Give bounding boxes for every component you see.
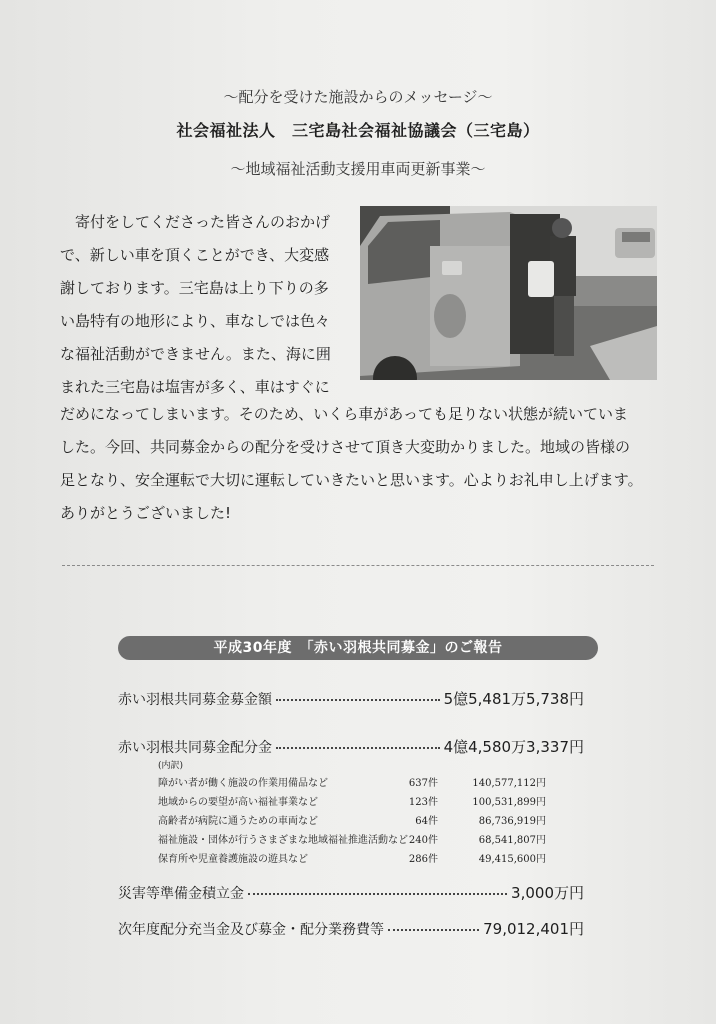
total-donation-label: 赤い羽根共同募金募金額 [118,692,272,708]
message-line: まれた三宅島は塩害が多く、車はすぐに [60,378,330,396]
total-donation-amount: 5億5,481万5,738円 [443,690,584,708]
breakdown-row [158,850,558,868]
total-donation-row [118,688,584,709]
breakdown-amount: 100,531,899円 [472,797,546,808]
breakdown-amount: 86,736,919円 [478,816,546,827]
message-section-subtitle: ～配分を受けた施設からのメッセージ～ [223,88,493,106]
leader-dots [248,893,507,895]
breakdown-count: 123件 [408,797,438,808]
breakdown-amount: 140,577,112円 [472,778,546,789]
report-banner: 平成30年度 「赤い羽根共同募金」のご報告 [118,636,598,660]
leader-dots [276,699,440,701]
breakdown-count: 240件 [408,835,438,846]
message-body-lower [60,398,660,530]
vehicle-photo [360,206,657,380]
message-line: い島特有の地形により、車なしでは色々 [60,312,331,330]
distribution-label: 赤い羽根共同募金配分金 [118,740,272,756]
organization-title: 社会福祉法人 三宅島社会福祉協議会（三宅島） [176,121,540,140]
message-line: で、新しい車を頂くことができ、大変感 [60,246,330,264]
message-line: 足となり、安全運転で大切に運転していきたいと思います。心よりお礼申し上げます。 [60,471,643,489]
project-subtitle: ～地域福祉活動支援用車両更新事業～ [230,160,486,178]
breakdown-heading: (内訳) [158,761,184,771]
disaster-reserve-label: 災害等準備金積立金 [118,886,244,902]
message-line: 寄付をしてくださった皆さんのおかげ [60,213,331,231]
breakdown-row [158,793,558,811]
breakdown-row [158,812,558,830]
message-line: な福祉活動ができません。また、海に囲 [60,345,331,363]
message-body-upper [60,206,360,404]
breakdown-name: 障がい者が働く施設の作業用備品など [158,778,328,789]
distribution-row [118,736,584,757]
message-line: だめになってしまいます。そのため、いくら車があっても足りない状態が続いていま [60,405,629,423]
distribution-amount: 4億4,580万3,337円 [443,738,584,756]
breakdown-count: 64件 [415,816,438,827]
breakdown-name: 地域からの要望が高い福祉事業など [158,797,318,808]
breakdown-row [158,774,558,792]
breakdown-count: 637件 [408,778,438,789]
message-line: した。今回、共同募金からの配分を受けさせて頂き大変助かりました。地域の皆様の [60,438,631,456]
disaster-reserve-amount: 3,000万円 [511,884,584,902]
disaster-reserve-row [118,882,584,903]
next-year-amount: 79,012,401円 [483,920,584,938]
breakdown-row [158,831,558,849]
breakdown-name: 高齢者が病院に通うための車両など [158,816,318,827]
message-line: 謝しております。三宅島は上り下りの多 [60,279,329,297]
breakdown-name: 保育所や児童養護施設の遊具など [158,854,308,865]
breakdown-amount: 68,541,807円 [478,835,546,846]
breakdown-name: 福祉施設・団体が行うさまざまな地域福祉推進活動など [158,835,408,846]
next-year-label: 次年度配分充当金及び募金・配分業務費等 [118,922,384,938]
message-line: ありがとうございました! [60,504,232,522]
breakdown-amount: 49,415,600円 [478,854,546,865]
leader-dots [276,747,440,749]
leader-dots [388,929,479,931]
section-divider [62,565,654,566]
breakdown-count: 286件 [408,854,438,865]
next-year-row [118,918,584,939]
vehicle-photo-image [360,206,657,380]
